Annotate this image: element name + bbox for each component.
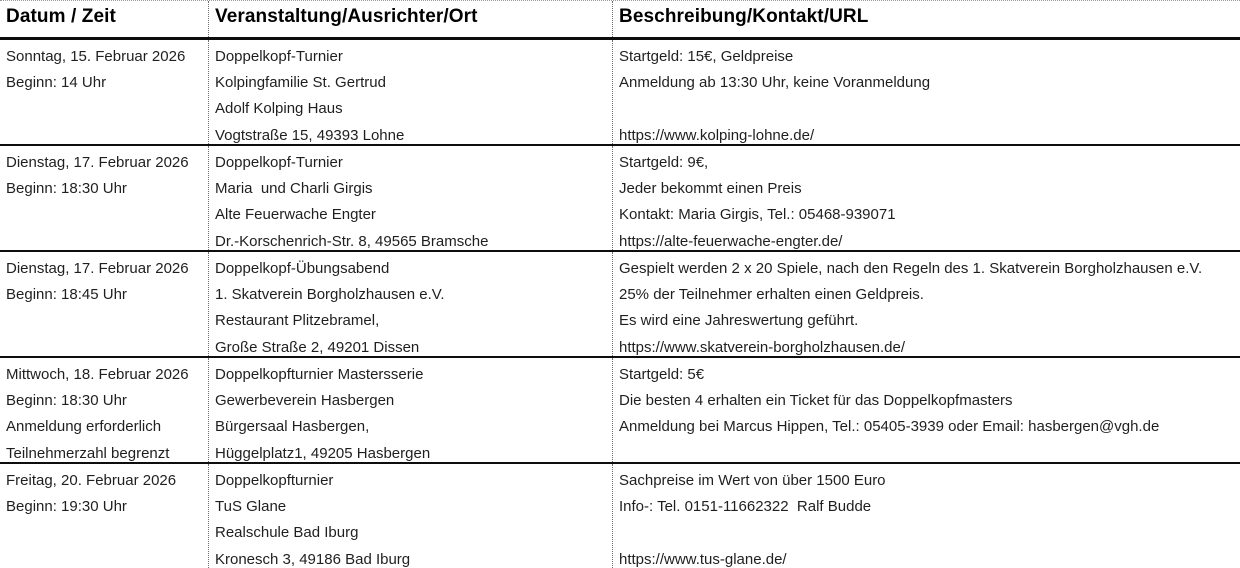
cell-line (6, 123, 200, 144)
table-header-row (0, 1, 1240, 40)
cell-line: Startgeld: 5€ (619, 366, 705, 383)
cell-line: Realschule Bad Iburg (215, 524, 359, 542)
cell-line: Startgeld: 15€, Geldpreise (619, 48, 794, 65)
cell-line: Sonntag, 15. Februar 2026 (6, 48, 186, 65)
table-row (0, 252, 1240, 358)
cell-line: https://www.tus-glane.de/ (619, 550, 787, 568)
cell-line: Kontakt: Maria Girgis, Tel.: 05468-939071 (619, 206, 896, 224)
cell-veranstaltung (208, 358, 612, 462)
cell-line: Doppelkopf-Turnier (215, 48, 343, 65)
cell-veranstaltung (208, 146, 612, 250)
cell-line: Dienstag, 17. Februar 2026 (6, 260, 189, 277)
cell-datum (0, 40, 208, 144)
cell-line: https://www.skatverein-borgholzhausen.de/ (619, 338, 905, 356)
cell-line: https://alte-feuerwache-engter.de/ (619, 232, 843, 250)
cell-veranstaltung (208, 40, 612, 144)
cell-line (6, 520, 200, 546)
cell-line (6, 202, 200, 228)
cell-line: Jeder bekommt einen Preis (619, 180, 802, 198)
cell-line: Mittwoch, 18. Februar 2026 (6, 366, 189, 383)
cell-line: 25% der Teilnehmer erhalten einen Geldpreis. (619, 286, 924, 304)
cell-line: Startgeld: 9€, (619, 154, 709, 171)
cell-line: 1. Skatverein Borgholzhausen e.V. (215, 286, 445, 304)
cell-line: Anmeldung erforderlich (6, 418, 162, 436)
cell-line: Freitag, 20. Februar 2026 (6, 472, 177, 489)
cell-datum (0, 252, 208, 356)
cell-line: Anmeldung bei Marcus Hippen, Tel.: 05405-3939 oder Email: hasbergen@vgh.de (619, 418, 1160, 436)
cell-line: Doppelkopf-Übungsabend (215, 260, 390, 277)
cell-line: Dienstag, 17. Februar 2026 (6, 154, 189, 171)
cell-line: Gespielt werden 2 x 20 Spiele, nach den Regeln des 1. Skatverein Borgholzhausen e.V. (619, 260, 1203, 277)
cell-line: Doppelkopfturnier (215, 472, 334, 489)
cell-line: Anmeldung ab 13:30 Uhr, keine Voranmeldung (619, 74, 931, 92)
cell-veranstaltung (208, 464, 612, 568)
table-row (0, 40, 1240, 146)
cell-line: Gewerbeverein Hasbergen (215, 392, 395, 410)
cell-line: Kolpingfamilie St. Gertrud (215, 74, 386, 92)
cell-line (619, 96, 1232, 122)
table-row (0, 464, 1240, 568)
cell-line: Restaurant Plitzebramel, (215, 312, 380, 330)
cell-line: Doppelkopf-Turnier (215, 154, 343, 171)
cell-line: Es wird eine Jahreswertung geführt. (619, 312, 859, 330)
cell-line: Die besten 4 erhalten ein Ticket für das Doppelkopfmasters (619, 392, 1013, 410)
cell-line (6, 96, 200, 122)
cell-line: Maria und Charli Girgis (215, 180, 373, 198)
cell-datum (0, 464, 208, 568)
cell-beschreibung (612, 358, 1240, 462)
header-veranstaltung-ausrichter-ort: Veranstaltung/Ausrichter/Ort (208, 1, 612, 37)
cell-line: Kronesch 3, 49186 Bad Iburg (215, 550, 411, 568)
cell-line: Doppelkopfturnier Mastersserie (215, 366, 424, 383)
cell-beschreibung (612, 40, 1240, 144)
cell-beschreibung (612, 252, 1240, 356)
cell-line: Große Straße 2, 49201 Dissen (215, 338, 420, 356)
cell-beschreibung (612, 146, 1240, 250)
header-beschreibung-kontakt-url: Beschreibung/Kontakt/URL (612, 1, 1240, 37)
cell-line (6, 229, 200, 250)
cell-line: https://www.kolping-lohne.de/ (619, 126, 815, 144)
cell-datum (0, 146, 208, 250)
header-datum-zeit: Datum / Zeit (6, 6, 116, 27)
cell-line: TuS Glane (215, 498, 287, 516)
cell-line: Vogtstraße 15, 49393 Lohne (215, 126, 405, 144)
cell-line (6, 308, 200, 334)
cell-line: Sachpreise im Wert von über 1500 Euro (619, 472, 886, 489)
cell-line: Beginn: 18:30 Uhr (6, 392, 127, 410)
cell-line: Hüggelplatz1, 49205 Hasbergen (215, 444, 431, 462)
cell-line (619, 441, 1232, 462)
cell-line: Info-: Tel. 0151-11662322 Ralf Budde (619, 498, 872, 516)
table-row (0, 358, 1240, 464)
cell-line: Adolf Kolping Haus (215, 100, 343, 118)
cell-line: Beginn: 18:30 Uhr (6, 180, 127, 198)
cell-line: Beginn: 19:30 Uhr (6, 498, 127, 516)
cell-line (6, 335, 200, 356)
cell-line: Beginn: 14 Uhr (6, 74, 107, 92)
cell-datum (0, 358, 208, 462)
table-row (0, 146, 1240, 252)
cell-line: Alte Feuerwache Engter (215, 206, 376, 224)
table-body (0, 40, 1240, 568)
cell-line (6, 547, 200, 568)
cell-line (619, 520, 1232, 546)
cell-beschreibung (612, 464, 1240, 568)
cell-line: Bürgersaal Hasbergen, (215, 418, 370, 436)
cell-line: Teilnehmerzahl begrenzt (6, 444, 170, 462)
cell-line: Dr.-Korschenrich-Str. 8, 49565 Bramsche (215, 232, 489, 250)
cell-line: Beginn: 18:45 Uhr (6, 286, 127, 304)
cell-veranstaltung (208, 252, 612, 356)
